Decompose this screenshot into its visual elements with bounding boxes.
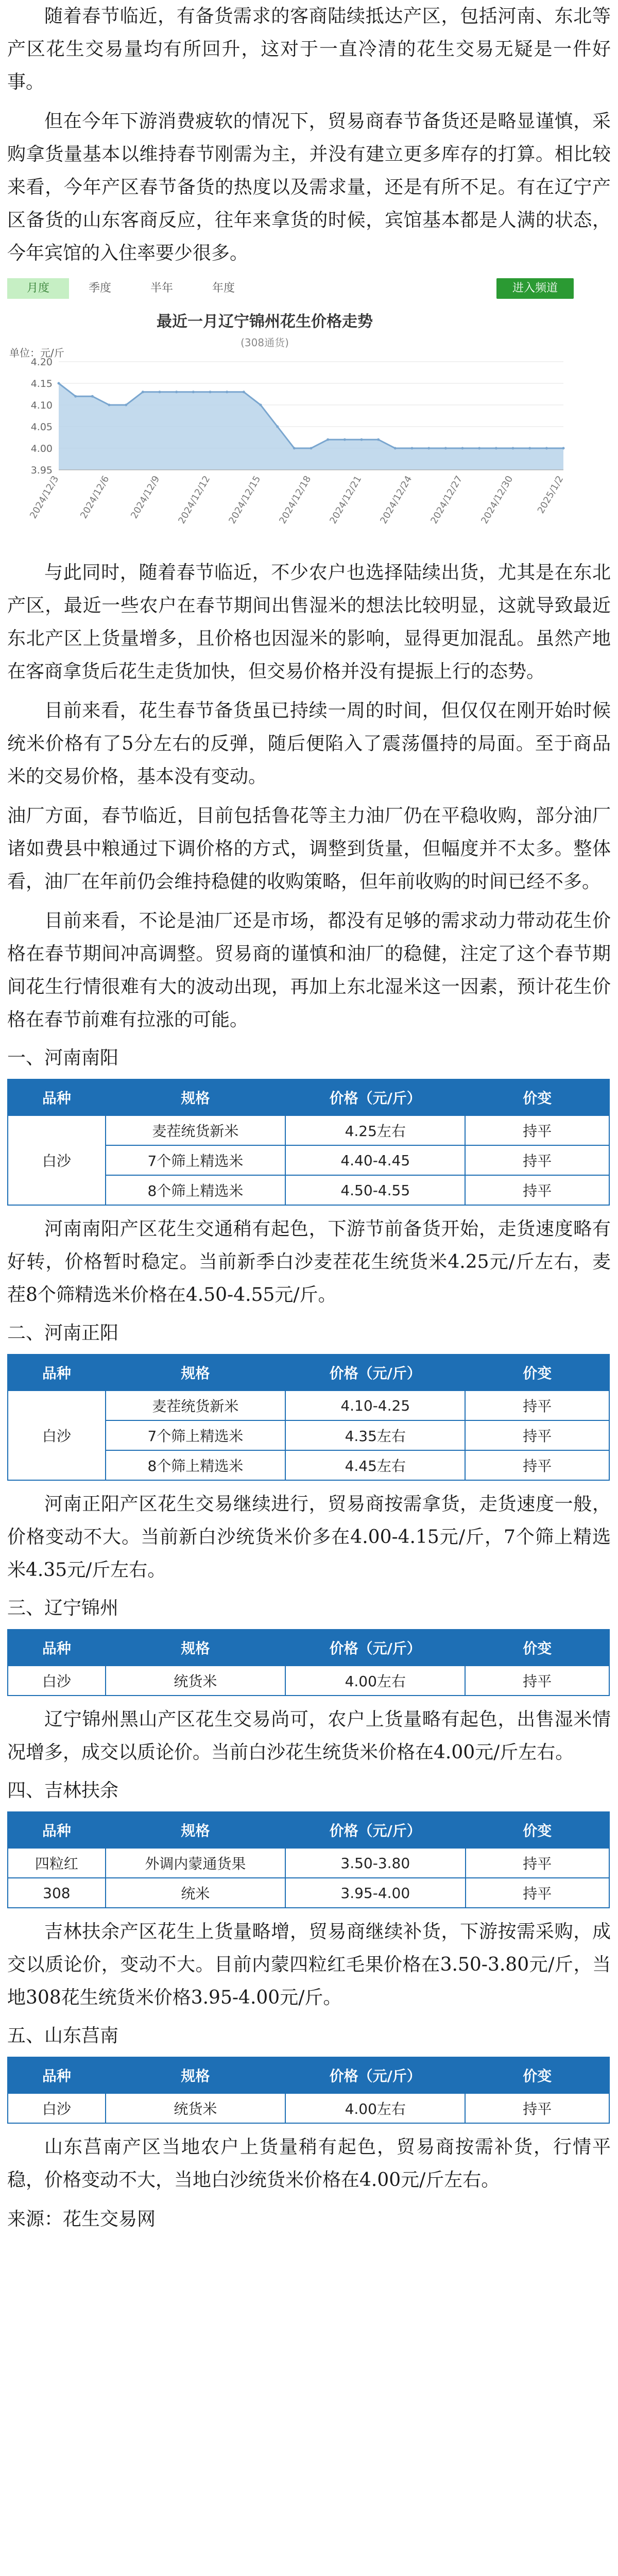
header-change: 价变 (465, 1354, 609, 1391)
change-cell: 持平 (465, 1145, 609, 1175)
price-point (276, 426, 279, 428)
price-point (427, 447, 430, 450)
price-point (260, 404, 262, 406)
x-tick-label: 2024/12/15 (227, 474, 263, 526)
spec-cell: 7个筛上精选米 (106, 1420, 285, 1450)
table-row (8, 1115, 609, 1145)
header-change: 价变 (465, 1630, 609, 1666)
intro-paragraph-2: 但在今年下游消费疲软的情况下，贸易商春节备货还是略显谨慎，采购拿货量基本以维持春节刚需为主，并没有建立更多库存的打算。相比较来看，今年产区春节备货的热度以及需求量，还是有所不足。有在辽宁产区备货的山东客商反应，往年来拿货的时候，宾馆基本都是人满的状态，今年宾馆的入住率要少很多。 (7, 111, 611, 264)
x-tick-label: 2024/12/6 (78, 474, 112, 521)
section-text-shandong-junan: 山东莒南产区当地农户上货量稍有起色，贸易商按需补货，行情平稳，价格变动不大，当地白沙统货米价格在4.00元/斤左右。 (7, 2137, 611, 2191)
change-cell: 持平 (466, 1848, 610, 1878)
price-table-jilin-fuyu (7, 1811, 610, 1908)
price-point (528, 447, 531, 450)
section-title-shandong-junan: 五、山东莒南 (7, 2025, 119, 2046)
header-price: 价格（元/斤） (285, 1630, 465, 1666)
change-cell: 持平 (465, 1420, 609, 1450)
table-row (8, 2093, 609, 2123)
tab-year[interactable]: 年度 (212, 282, 235, 295)
spec-cell: 麦茬统货新米 (106, 1115, 285, 1145)
section-title-henan-nanyang: 一、河南南阳 (7, 1047, 119, 1069)
tab-quarter[interactable]: 季度 (88, 282, 111, 295)
change-cell: 持平 (465, 1666, 609, 1696)
price-cell: 4.45左右 (285, 1450, 465, 1480)
y-tick-label: 4.20 (30, 357, 53, 368)
header-variety: 品种 (8, 1630, 106, 1666)
body-paragraph-2: 目前来看，花生春节备货虽已持续一周的时间，但仅仅在刚开始时候统米价格有了5分左右的反弹，随后便陷入了震荡僵持的局面。至于商品米的交易价格，基本没有变动。 (7, 700, 611, 787)
price-point (478, 447, 480, 450)
header-variety: 品种 (8, 1079, 106, 1115)
variety-cell: 白沙 (8, 1666, 106, 1696)
y-tick-label: 4.05 (30, 421, 53, 433)
price-point (444, 447, 447, 450)
price-point (293, 447, 296, 450)
header-variety: 品种 (8, 1812, 106, 1848)
price-point (243, 391, 245, 393)
header-spec: 规格 (106, 1354, 285, 1391)
spec-cell: 8个筛上精选米 (106, 1175, 285, 1205)
price-point (377, 438, 380, 441)
price-point (310, 447, 313, 450)
tab-month[interactable]: 月度 (7, 278, 69, 299)
price-point (58, 382, 60, 385)
chart-period-tabs (7, 277, 574, 300)
price-table-shandong-junan (7, 2057, 610, 2124)
tab-half-year[interactable]: 半年 (150, 282, 173, 295)
header-variety: 品种 (8, 2057, 106, 2093)
table-header-row (8, 2057, 609, 2093)
price-point (327, 438, 329, 441)
price-point (562, 447, 565, 450)
price-cell: 4.00左右 (285, 2093, 465, 2123)
spec-cell: 8个筛上精选米 (106, 1450, 285, 1480)
header-price: 价格（元/斤） (285, 1079, 465, 1115)
price-table-liaoning-jinzhou (7, 1629, 610, 1696)
header-spec: 规格 (106, 2057, 285, 2093)
price-point (545, 447, 548, 450)
change-cell: 持平 (465, 1450, 609, 1480)
section-title-henan-zhengyang: 二、河南正阳 (7, 1323, 119, 1344)
header-spec: 规格 (106, 1812, 285, 1848)
section-text-jilin-fuyu: 吉林扶余产区花生上货量略增，贸易商继续补货，下游按需采购，成交以质论价，变动不大。目前内蒙四粒红毛果价格在3.50-3.80元/斤，当地308花生统货米价格3.95-4.00元/斤。 (7, 1921, 611, 2008)
table-header-row (8, 1812, 609, 1848)
price-cell: 3.50-3.80 (285, 1848, 465, 1878)
x-tick-label: 2024/12/3 (27, 474, 61, 521)
header-change: 价变 (465, 2057, 609, 2093)
price-point (159, 391, 161, 393)
chart-subtitle: (308通货) (241, 336, 289, 349)
change-cell: 持平 (465, 1175, 609, 1205)
change-cell: 持平 (465, 1391, 609, 1420)
price-point (344, 438, 346, 441)
variety-cell: 四粒红 (8, 1848, 106, 1878)
change-cell: 持平 (465, 1115, 609, 1145)
x-tick-label: 2024/12/21 (328, 474, 364, 526)
spec-cell: 麦茬统货新米 (106, 1391, 285, 1420)
spec-cell: 统米 (106, 1878, 285, 1908)
price-trend-chart (7, 300, 574, 542)
price-point (411, 447, 414, 450)
price-point (512, 447, 514, 450)
variety-cell: 白沙 (8, 2093, 106, 2123)
header-price: 价格（元/斤） (285, 2057, 465, 2093)
variety-cell: 308 (8, 1878, 106, 1908)
x-tick-label: 2024/12/12 (176, 474, 213, 526)
section-text-henan-nanyang: 河南南阳产区花生交通稍有起色，下游节前备货开始，走货速度略有好转，价格暂时稳定。当前新季白沙麦茬花生统货米4.25元/斤左右，麦茬8个筛精选米价格在4.50-4.55元/斤。 (7, 1218, 611, 1306)
change-cell: 持平 (466, 1878, 610, 1908)
price-point (142, 391, 144, 393)
price-point (226, 391, 228, 393)
price-point (125, 404, 127, 406)
spec-cell: 外调内蒙通货果 (106, 1848, 285, 1878)
y-tick-label: 3.95 (30, 465, 53, 476)
section-title-liaoning-jinzhou: 三、辽宁锦州 (7, 1598, 119, 1619)
chart-y-axis-label: 单位：元/斤 (9, 347, 64, 359)
x-tick-label: 2024/12/30 (479, 474, 516, 526)
section-text-liaoning-jinzhou: 辽宁锦州黑山产区花生交易尚可，农户上货量略有起色，出售湿米情况增多，成交以质论价。当前白沙花生统货米价格在4.00元/斤左右。 (7, 1709, 611, 1763)
price-cell: 4.25左右 (285, 1115, 465, 1145)
price-point (495, 447, 497, 450)
price-point (209, 391, 212, 393)
price-point (461, 447, 464, 450)
header-change: 价变 (465, 1079, 609, 1115)
price-chart-widget (7, 277, 574, 545)
source-credit: 来源：花生交易网 (7, 2209, 156, 2230)
price-point (394, 447, 397, 450)
price-table-henan-zhengyang (7, 1354, 610, 1481)
price-cell: 4.00左右 (285, 1666, 465, 1696)
table-row (8, 1878, 609, 1908)
price-point (175, 391, 178, 393)
table-header-row (8, 1354, 609, 1391)
spec-cell: 统货米 (106, 2093, 285, 2123)
x-tick-label: 2024/12/24 (378, 474, 415, 526)
price-cell: 4.10-4.25 (285, 1391, 465, 1420)
x-tick-label: 2024/12/18 (277, 474, 314, 526)
price-point (360, 438, 363, 441)
table-header-row (8, 1630, 609, 1666)
table-row (8, 1848, 609, 1878)
header-spec: 规格 (106, 1630, 285, 1666)
x-tick-label: 2025/1/2 (535, 474, 566, 516)
price-point (91, 395, 94, 398)
variety-cell: 白沙 (8, 1115, 106, 1205)
spec-cell: 统货米 (106, 1666, 285, 1696)
section-text-henan-zhengyang: 河南正阳产区花生交易继续进行，贸易商按需拿货，走货速度一般，价格变动不大。当前新白沙统货米价多在4.00-4.15元/斤，7个筛上精选米4.35元/斤左右。 (7, 1494, 611, 1581)
price-point (192, 391, 195, 393)
intro-paragraph-1: 随着春节临近，有备货需求的客商陆续抵达产区，包括河南、东北等产区花生交易量均有所回升，这对于一直冷清的花生交易无疑是一件好事。 (7, 6, 611, 93)
body-paragraph-4: 目前来看，不论是油厂还是市场，都没有足够的需求动力带动花生价格在春节期间冲高调整。贸易商的谨慎和油厂的稳健，注定了这个春节期间花生行情很难有大的波动出现，再加上东北湿米这一因素，预计花生价格在春节前难有拉涨的可能。 (7, 910, 611, 1030)
body-paragraph-1: 与此同时，随着春节临近，不少农户也选择陆续出货，尤其是在东北产区，最近一些农户在春节期间出售湿米的想法比较明显，这就导致最近东北产区上货量增多，且价格也因湿米的影响，显得更加混乱。虽然产地在客商拿货后花生走货加快，但交易价格并没有提振上行的态势。 (7, 562, 611, 682)
price-cell: 4.50-4.55 (285, 1175, 465, 1205)
price-cell: 4.40-4.45 (285, 1145, 465, 1175)
price-cell: 4.35左右 (285, 1420, 465, 1450)
x-tick-label: 2024/12/9 (128, 474, 162, 521)
enter-channel-button[interactable]: 进入频道 (496, 278, 574, 299)
price-point (74, 395, 77, 398)
table-row (8, 1666, 609, 1696)
y-tick-label: 4.10 (30, 400, 53, 411)
change-cell: 持平 (465, 2093, 609, 2123)
price-table-henan-nanyang (7, 1079, 610, 1206)
variety-cell: 白沙 (8, 1391, 106, 1480)
y-tick-label: 4.15 (30, 378, 53, 389)
header-spec: 规格 (106, 1079, 285, 1115)
x-tick-label: 2024/12/27 (428, 474, 465, 526)
header-price: 价格（元/斤） (285, 1354, 465, 1391)
header-variety: 品种 (8, 1354, 106, 1391)
chart-title: 最近一月辽宁锦州花生价格走势 (157, 313, 373, 331)
section-title-jilin-fuyu: 四、吉林扶余 (7, 1780, 119, 1801)
header-change: 价变 (466, 1812, 610, 1848)
table-row (8, 1391, 609, 1420)
body-paragraph-3: 油厂方面，春节临近，目前包括鲁花等主力油厂仍在平稳收购，部分油厂诸如费县中粮通过下调价格的方式，调整到货量，但幅度并不太多。整体看，油厂在年前仍会维持稳健的收购策略，但年前收购的时间已经不多。 (7, 805, 611, 892)
price-cell: 3.95-4.00 (285, 1878, 465, 1908)
price-point (108, 404, 111, 406)
table-header-row (8, 1079, 609, 1115)
spec-cell: 7个筛上精选米 (106, 1145, 285, 1175)
y-tick-label: 4.00 (30, 443, 53, 454)
header-price: 价格（元/斤） (285, 1812, 465, 1848)
